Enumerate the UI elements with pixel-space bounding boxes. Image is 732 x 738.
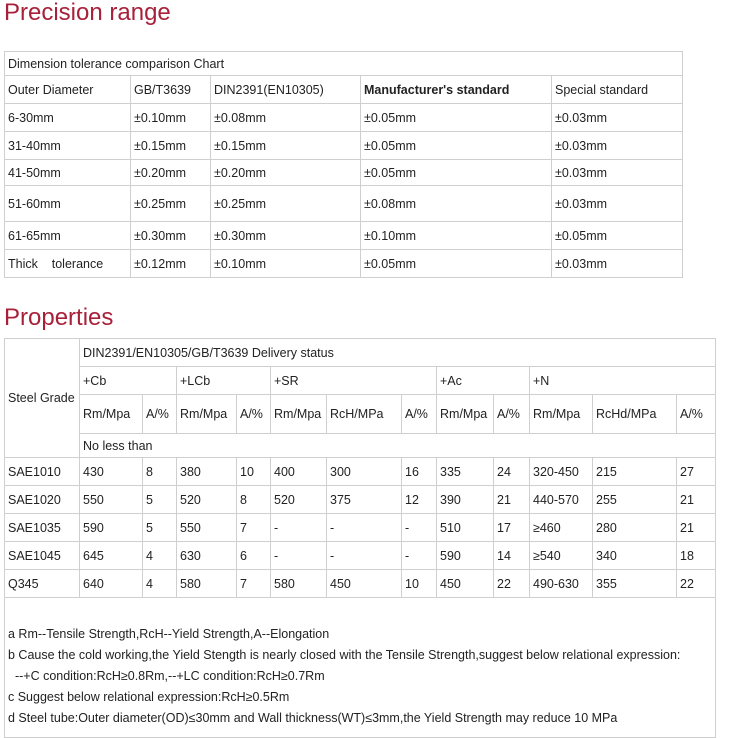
cell: ±0.25mm xyxy=(131,186,211,222)
table-row xyxy=(5,222,683,250)
group-sr: +SR xyxy=(271,367,437,395)
table-row xyxy=(5,542,716,570)
cell: 375 xyxy=(327,486,402,514)
cell: 590 xyxy=(80,514,143,542)
header-outer-diameter: Outer Diameter xyxy=(5,76,131,104)
cell: 4 xyxy=(143,570,177,598)
cell: 355 xyxy=(593,570,677,598)
cell: 335 xyxy=(437,458,494,486)
table-row xyxy=(5,514,716,542)
cell: ±0.12mm xyxy=(131,250,211,278)
cell: 580 xyxy=(271,570,327,598)
header-gb-t3639: GB/T3639 xyxy=(131,76,211,104)
subheader: Rm/Mpa xyxy=(530,395,593,434)
header-din2391: DIN2391(EN10305) xyxy=(211,76,361,104)
steel-grade-header: Steel Grade xyxy=(5,339,80,458)
cell: 10 xyxy=(402,570,437,598)
cell: ≥460 xyxy=(530,514,593,542)
no-less-than-row xyxy=(5,434,716,458)
cell: 21 xyxy=(494,486,530,514)
cell: ±0.30mm xyxy=(131,222,211,250)
cell: 510 xyxy=(437,514,494,542)
cell: ±0.20mm xyxy=(211,160,361,186)
cell: 320-450 xyxy=(530,458,593,486)
group-header-row xyxy=(5,367,716,395)
cell: 8 xyxy=(237,486,271,514)
cell: ±0.08mm xyxy=(211,104,361,132)
cell: ±0.03mm xyxy=(552,250,683,278)
notes-cell xyxy=(5,598,716,738)
cell: ±0.30mm xyxy=(211,222,361,250)
cell: 22 xyxy=(494,570,530,598)
subheader-row xyxy=(5,395,716,434)
table-row xyxy=(5,186,683,222)
cell: 21 xyxy=(677,486,716,514)
cell: 12 xyxy=(402,486,437,514)
cell: 550 xyxy=(80,486,143,514)
subheader: Rm/Mpa xyxy=(437,395,494,434)
cell: 450 xyxy=(327,570,402,598)
cell: 520 xyxy=(177,486,237,514)
cell: 280 xyxy=(593,514,677,542)
cell: ±0.03mm xyxy=(552,186,683,222)
cell: 400 xyxy=(271,458,327,486)
cell: 16 xyxy=(402,458,437,486)
subheader: RcHd/MPa xyxy=(593,395,677,434)
cell: 590 xyxy=(437,542,494,570)
cell: 7 xyxy=(237,570,271,598)
dimension-tolerance-table xyxy=(4,51,683,278)
cell: 14 xyxy=(494,542,530,570)
table-row xyxy=(5,486,716,514)
cell: 380 xyxy=(177,458,237,486)
no-less-than-label: No less than xyxy=(80,434,716,458)
cell: 6 xyxy=(237,542,271,570)
cell: 4 xyxy=(143,542,177,570)
cell: 390 xyxy=(437,486,494,514)
cell: ±0.05mm xyxy=(361,160,552,186)
group-ac: +Ac xyxy=(437,367,530,395)
subheader: Rm/Mpa xyxy=(80,395,143,434)
table-row xyxy=(5,570,716,598)
table-row xyxy=(5,132,683,160)
cell: 215 xyxy=(593,458,677,486)
note-b-continued: --+C condition:RcH≥0.8Rm,--+LC condition:RcH≥0.7Rm xyxy=(8,669,325,683)
subheader: A/% xyxy=(237,395,271,434)
cell: ±0.03mm xyxy=(552,160,683,186)
cell: 31-40mm xyxy=(5,132,131,160)
cell: 490-630 xyxy=(530,570,593,598)
cell: 21 xyxy=(677,514,716,542)
steel-grade-cell: SAE1010 xyxy=(5,458,80,486)
cell: ±0.10mm xyxy=(131,104,211,132)
cell: ±0.08mm xyxy=(361,186,552,222)
cell: 10 xyxy=(237,458,271,486)
cell: 6-30mm xyxy=(5,104,131,132)
cell: - xyxy=(271,542,327,570)
subheader: A/% xyxy=(143,395,177,434)
cell: - xyxy=(402,542,437,570)
cell: Thick tolerance xyxy=(5,250,131,278)
table-row xyxy=(5,250,683,278)
table-title-row xyxy=(5,52,683,76)
subheader: Rm/Mpa xyxy=(177,395,237,434)
notes-row xyxy=(5,598,716,738)
cell: - xyxy=(402,514,437,542)
cell: ±0.15mm xyxy=(131,132,211,160)
cell: 630 xyxy=(177,542,237,570)
steel-grade-cell: SAE1045 xyxy=(5,542,80,570)
cell: 7 xyxy=(237,514,271,542)
cell: 340 xyxy=(593,542,677,570)
note-c: c Suggest below relational expression:RcH≥0.5Rm xyxy=(8,690,290,704)
subheader: RcH/MPa xyxy=(327,395,402,434)
cell: ≥540 xyxy=(530,542,593,570)
cell: 5 xyxy=(143,486,177,514)
table-row xyxy=(5,458,716,486)
delivery-status-row xyxy=(5,339,716,367)
cell: 18 xyxy=(677,542,716,570)
note-a: a Rm--Tensile Strength,RcH--Yield Strength,A--Elongation xyxy=(8,627,330,641)
cell: 41-50mm xyxy=(5,160,131,186)
cell: ±0.05mm xyxy=(361,250,552,278)
table-title: Dimension tolerance comparison Chart xyxy=(5,52,683,76)
steel-grade-cell: Q345 xyxy=(5,570,80,598)
cell: 22 xyxy=(677,570,716,598)
cell: ±0.10mm xyxy=(211,250,361,278)
cell: ±0.05mm xyxy=(361,104,552,132)
cell: ±0.10mm xyxy=(361,222,552,250)
cell: - xyxy=(327,542,402,570)
properties-table xyxy=(4,338,716,738)
table-row xyxy=(5,160,683,186)
header-special-standard: Special standard xyxy=(552,76,683,104)
cell: ±0.20mm xyxy=(131,160,211,186)
cell: 255 xyxy=(593,486,677,514)
cell: 17 xyxy=(494,514,530,542)
subheader: A/% xyxy=(494,395,530,434)
note-d: d Steel tube:Outer diameter(OD)≤30mm and Wall thickness(WT)≤3mm,the Yield Strength may reduce 10 MPa xyxy=(8,711,618,725)
cell: - xyxy=(271,514,327,542)
subheader: A/% xyxy=(677,395,716,434)
cell: 27 xyxy=(677,458,716,486)
cell: ±0.15mm xyxy=(211,132,361,160)
cell: ±0.03mm xyxy=(552,132,683,160)
header-manufacturers-standard: Manufacturer's standard xyxy=(361,76,552,104)
cell: 5 xyxy=(143,514,177,542)
group-n: +N xyxy=(530,367,716,395)
note-b: b Cause the cold working,the Yield Stength is nearly closed with the Tensile Strength,suggest below relational expression: xyxy=(8,648,681,662)
cell: ±0.03mm xyxy=(552,104,683,132)
cell: - xyxy=(327,514,402,542)
cell: ±0.25mm xyxy=(211,186,361,222)
cell: 430 xyxy=(80,458,143,486)
cell: 645 xyxy=(80,542,143,570)
delivery-status-header: DIN2391/EN10305/GB/T3639 Delivery status xyxy=(80,339,716,367)
cell: 550 xyxy=(177,514,237,542)
subheader: A/% xyxy=(402,395,437,434)
cell: 51-60mm xyxy=(5,186,131,222)
cell: 440-570 xyxy=(530,486,593,514)
steel-grade-cell: SAE1020 xyxy=(5,486,80,514)
header-row xyxy=(5,76,683,104)
group-lcb: +LCb xyxy=(177,367,271,395)
cell: 640 xyxy=(80,570,143,598)
cell: 450 xyxy=(437,570,494,598)
precision-range-heading: Precision range xyxy=(4,0,171,26)
group-cb: +Cb xyxy=(80,367,177,395)
cell: 61-65mm xyxy=(5,222,131,250)
subheader: Rm/Mpa xyxy=(271,395,327,434)
cell: ±0.05mm xyxy=(361,132,552,160)
cell: 24 xyxy=(494,458,530,486)
cell: 8 xyxy=(143,458,177,486)
cell: 580 xyxy=(177,570,237,598)
cell: 300 xyxy=(327,458,402,486)
cell: ±0.05mm xyxy=(552,222,683,250)
cell: 520 xyxy=(271,486,327,514)
table-row xyxy=(5,104,683,132)
steel-grade-cell: SAE1035 xyxy=(5,514,80,542)
properties-heading: Properties xyxy=(4,304,114,331)
